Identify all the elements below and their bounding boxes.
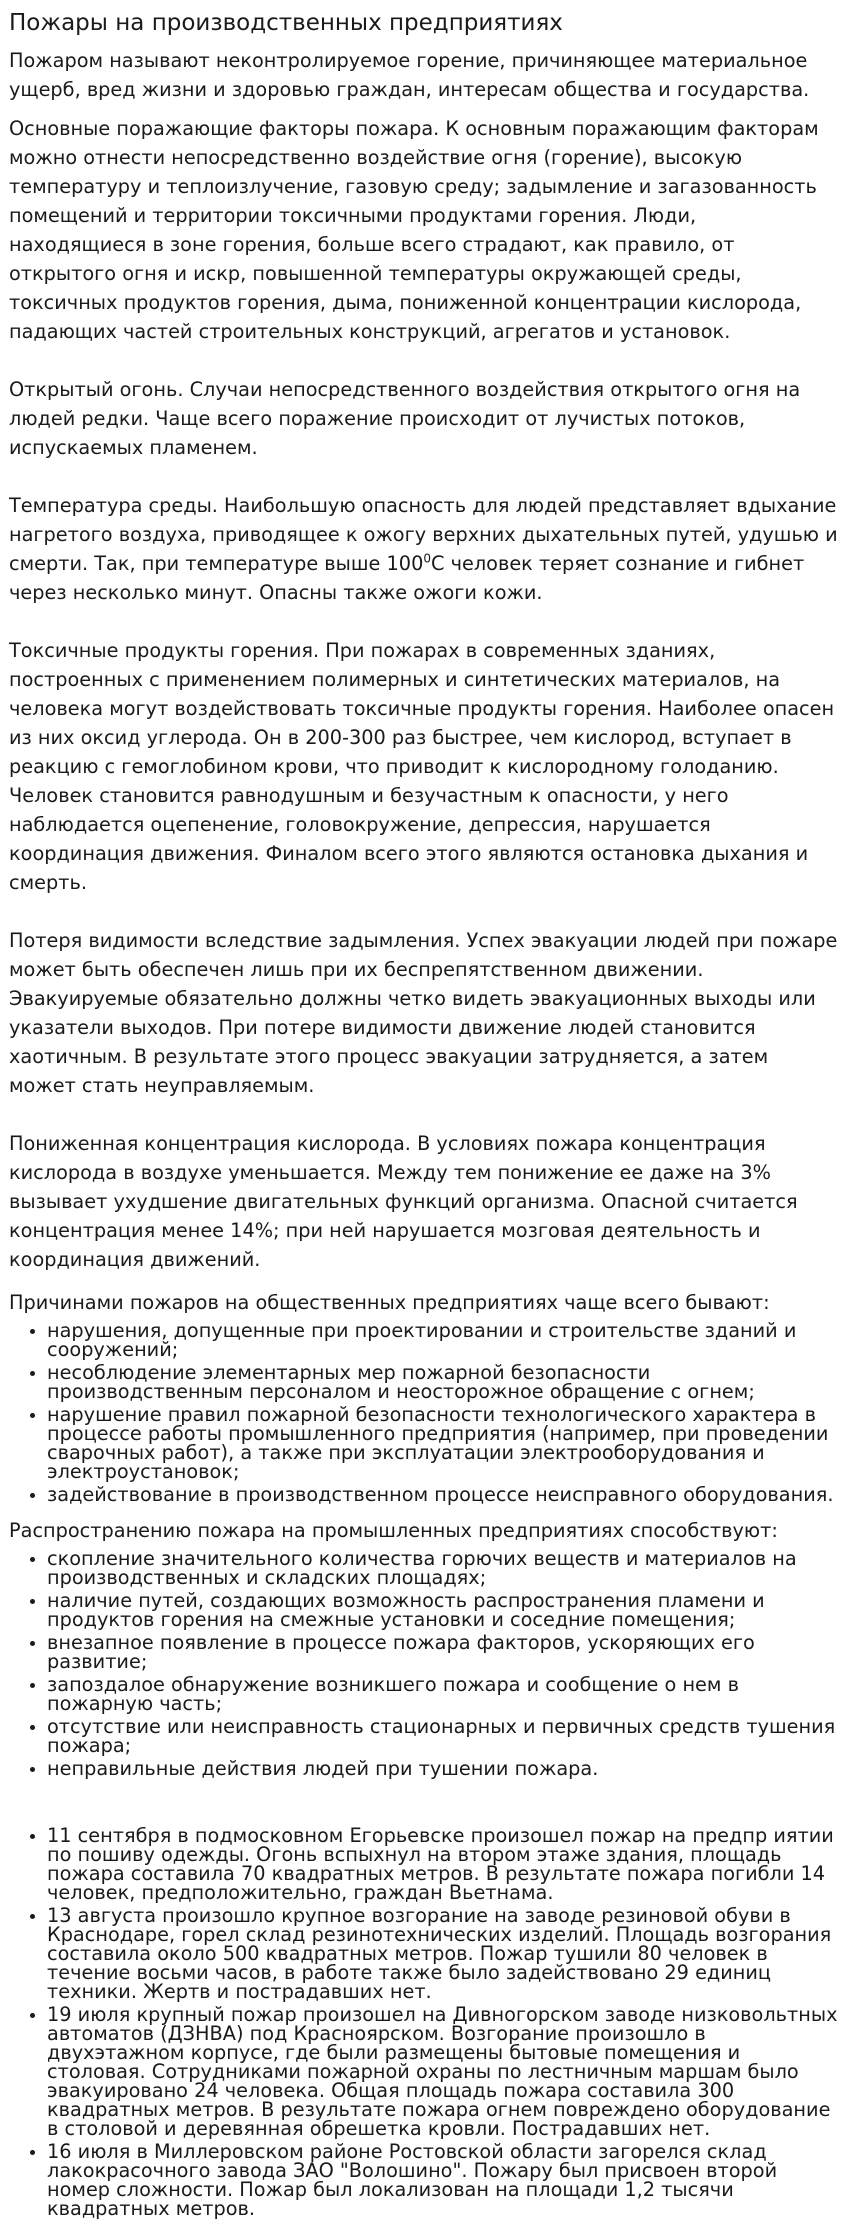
- list-item: • несоблюдение элементарных мер пожарной безопасности производственным персоналом и неосторожное обращение с огнем;: [47, 1363, 838, 1401]
- list-item: • внезапное появление в процессе пожара факторов, ускоряющих его развитие;: [47, 1633, 838, 1671]
- list-item: • отсутствие или неисправность стационарных и первичных средств тушения пожара;: [47, 1717, 838, 1755]
- spread-list: [9, 1549, 838, 1778]
- toxic-paragraph: Токсичные продукты горения. При пожарах в современных зданиях, построенных с применением полимерных и синтетических материалов, на человека могут воздействовать токсичные продукты горения. Наиболее опасен из них оксид углерода. Он в 200-300 раз быстрее, чем кислород, вступает в реакцию с гемоглобином крови, что приводит к кислородному голоданию. Человек становится равнодушным и безучастным к опасности, у него наблюдается оцепенение, головокружение, депрессия, нарушается координация движения. Финалом всего этого являются остановка дыхания и смерть.: [9, 639, 835, 894]
- list-item: • неправильные действия людей при тушении пожара.: [47, 1759, 838, 1778]
- list-item: • 16 июля в Миллеровском районе Ростовской области загорелся склад лакокрасочного завода ЗАО "Волошино". Пожару был присвоен второй номер сложности. Пожар был локализован на площади 1,2 тысячи квадратных метров.: [47, 2142, 838, 2218]
- oxygen-paragraph: Пониженная концентрация кислорода. В условиях пожара концентрация кислорода в воздухе уменьшается. Между тем понижение ее даже на 3% вызывает ухудшение двигательных функций организма. Опасной считается концентрация менее 14%; при ней нарушается мозговая деятельность и координация движений.: [9, 1132, 798, 1271]
- causes-heading: Причинами пожаров на общественных предприятиях чаще всего бывают:: [9, 1291, 770, 1314]
- temperature-text-after: С человек теряет сознание и гибнет через несколько минут. Опасны также ожоги кожи.: [9, 552, 805, 604]
- intro-paragraph: Пожаром называют неконтролируемое горение, причиняющее материальное ущерб, вред жизни и здоровью граждан, интересам общества и государства.: [9, 49, 810, 101]
- spread-heading: Распространению пожара на промышленных предприятиях способствуют:: [9, 1519, 778, 1542]
- list-item: • 13 августа произошло крупное возгорание на заводе резиновой обуви в Краснодаре, горел склад резинотехнических изделий. Площадь возгорания составила около 500 квадратных метров. Пожар тушили 80 человек в течение восьми часов, в работе также было задействовано 29 единиц техники. Жертв и пострадавших нет.: [47, 1906, 838, 2001]
- section-spacer: [9, 1790, 838, 1826]
- temperature-degree-sup: 0: [423, 551, 431, 566]
- list-item: • 11 сентября в подмосковном Егорьевске произошел пожар на предпр иятии по пошиву одежды. Огонь вспыхнул на втором этаже здания, площадь пожара составила 70 квадратных метров. В результате пожара погибли 14 человек, предположительно, граждан Вьетнама.: [47, 1826, 838, 1902]
- incidents-list: [9, 1826, 838, 2218]
- list-item: • нарушения, допущенные при проектировании и строительстве зданий и сооружений;: [47, 1321, 838, 1359]
- page-title: Пожары на производственных предприятиях: [9, 10, 563, 36]
- list-item: • запоздалое обнаружение возникшего пожара и сообщение о нем в пожарную часть;: [47, 1675, 838, 1713]
- visibility-paragraph: Потеря видимости вследствие задымления. Успех эвакуации людей при пожаре может быть обеспечен лишь при их беспрепятственном движении. Эвакуируемые обязательно должны четко видеть эвакуационных выходы или указатели выходов. При потере видимости движение людей становится хаотичным. В результате этого процесс эвакуации затрудняется, а затем может стать неуправляемым.: [9, 929, 838, 1097]
- temperature-text-before: Температура среды. Наибольшую опасность для людей представляет вдыхание нагретого воздуха, приводящее к ожогу верхних дыхательных путей, удушью и смерти. Так, при температуре выше 100: [9, 494, 838, 575]
- causes-list: [9, 1321, 838, 1504]
- temperature-paragraph: [9, 491, 838, 607]
- list-item: • 19 июля крупный пожар произошел на Дивногорском заводе низковольтных автоматов (ДЗНВА) под Красноярском. Возгорание произошло в двухэтажном корпусе, где были размещены бытовые помещения и столовая. Сотрудниками пожарной охраны по лестничным маршам было эвакуировано 24 человека. Общая площадь пожара составила 300 квадратных метров. В результате пожара огнем повреждено оборудование в столовой и деревянная обрешетка кровли. Пострадавших нет.: [47, 2005, 838, 2138]
- list-item: • задействование в производственном процессе неисправного оборудования.: [47, 1485, 838, 1504]
- list-item: • наличие путей, создающих возможность распространения пламени и продуктов горения на смежные установки и соседние помещения;: [47, 1591, 838, 1629]
- open-fire-paragraph: Открытый огонь. Случаи непосредственного воздействия открытого огня на людей редки. Чаще всего поражение происходит от лучистых потоков, испускаемых пламенем.: [9, 378, 801, 459]
- factors-paragraph: Основные поражающие факторы пожара. К основным поражающим факторам можно отнести непосредственно воздействие огня (горение), высокую температуру и теплоизлучение, газовую среду; задымление и загазованность помещений и территории токсичными продуктами горения. Люди, находящиеся в зоне горения, больше всего страдают, как правило, от открытого огня и искр, повышенной температуры окружающей среды, токсичных продуктов горения, дыма, пониженной концентрации кислорода, падающих частей строительных конструкций, агрегатов и установок.: [9, 117, 819, 343]
- list-item: • нарушение правил пожарной безопасности технологического характера в процессе работы промышленного предприятия (например, при проведении сварочных работ), а также при эксплуатации электрооборудования и электроустановок;: [47, 1405, 838, 1481]
- list-item: • скопление значительного количества горючих веществ и материалов на производственных и складских площадях;: [47, 1549, 838, 1587]
